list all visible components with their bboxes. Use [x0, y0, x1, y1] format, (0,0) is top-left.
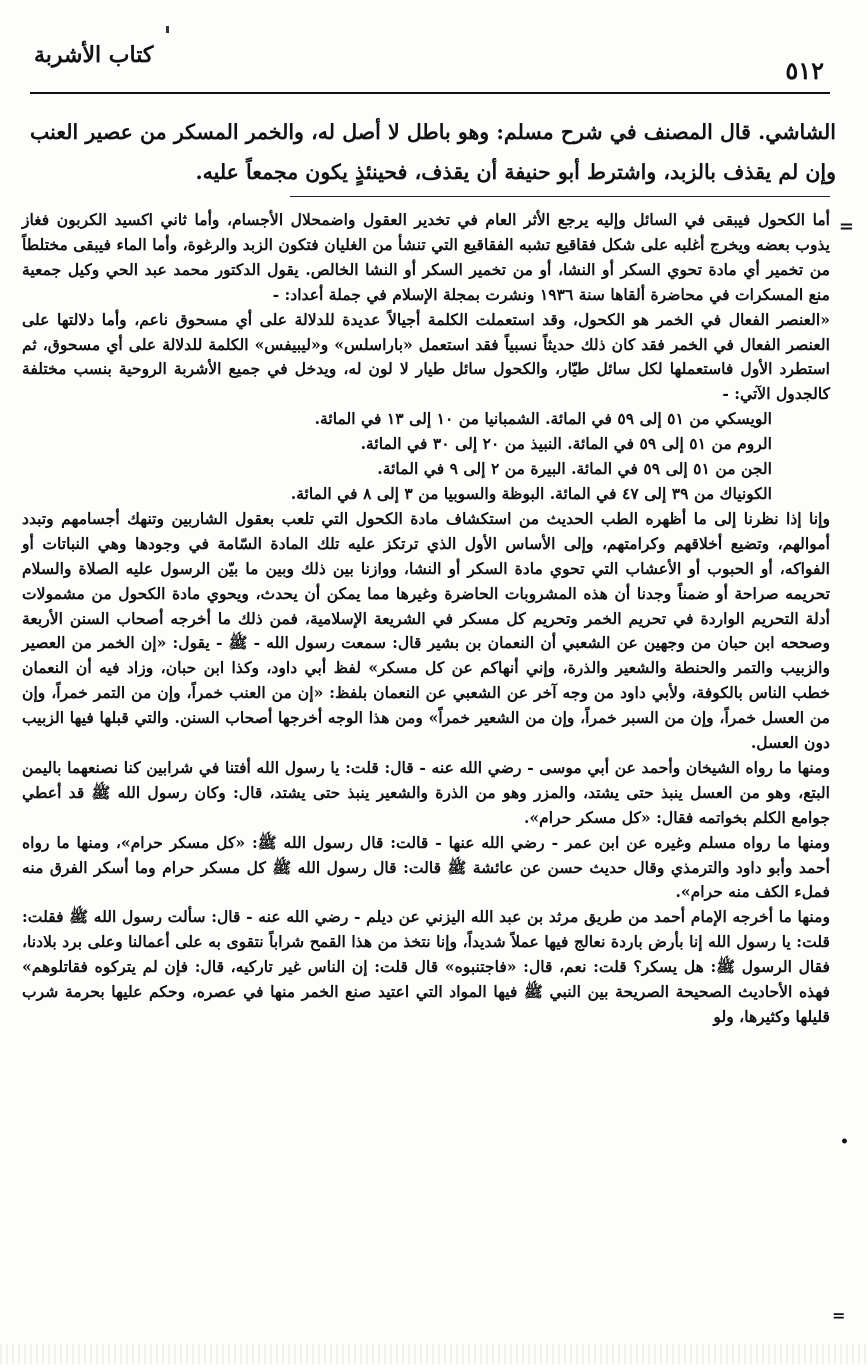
footnote-paragraph-3: وإنا إذا نظرنا إلى ما أظهره الطب الحديث من استكشاف مادة الكحول التي تلعب بعقول الشاربين وتنهك أجسامهم وتبدد أموالهم، وتضيع أخلاقهم وكرامتهم، وإلى الأساس الأول الذي ترتكز عليه تلك المادة السّامة في وجودها وهي النباتات أو الفواكه، أو الحبوب أو الأعشاب التي تحوي مادة السكر أو النشا، ووازنا بين ذلك وبين ما بيّن الرسول عليه الصلاة والسلام تحريمه صراحة أو ضمناً وجدنا أن هذه المشروبات الحاضرة وغيرها مما يمكن أن يحدث، ويحوي مادة الكحول من مشمولات أدلة التحريم الواردة في تحريم الخمر وتحريم كل مسكر في الشريعة الإسلامية، فمن ذلك ما أخرجه أصحاب السنن الأربعة وصححه ابن حبان من وجهين عن الشعبي أن النعمان بن بشير قال: سمعت رسول الله - ﷺ - يقول: «إن الخمر من العصير والزبيب والتمر والحنطة والشعير والذرة، وإني أنهاكم عن كل مسكر» لفظ أبي داود، وكذا ابن حبان، وزاد فيه أن النعمان خطب الناس بالكوفة، ولأبي داود من وجه آخر عن الشعبي عن النعمان بلفظ: «إن من العنب خمراً، وإن من التمر خمراً، وإن من العسل خمراً، وإن من السبر خمراً، وإن من الشعير خمراً» ومن هذا الوجه أخرجها أصحاب السنن. والتي قبلها فيها الزبيب دون العسل. — [22, 508, 830, 753]
margin-speck: • — [840, 1134, 849, 1150]
footnote-paragraph-5: ومنها ما رواه مسلم وغيره عن ابن عمر - رضي الله عنها - قالت: قال رسول الله ﷺ: «كل مسكر حرام»، ومنها ما رواه أحمد وأبو داود والترمذي وقال حديث حسن عن عائشة ﷺ قالت: قال رسول الله ﷺ كل مسكر حرام وما أسكر الفرق منه فملء الكف منه حرام». — [22, 832, 830, 902]
footnote-paragraph-2: «العنصر الفعال في الخمر هو الكحول، وقد استعملت الكلمة أجيالاً عديدة للدلالة على أي مسحوق ناعم، وأما دلالتها على العنصر الفعال في الخمر فقد كان ذلك حديثاً نسبياً فقد استعمل «باراسلس» و«ليبيفس» الكلمة للدلالة على أي مسحوق، ثم استطرد الأول فاستعملها لكل سائل طيّار، والكحول سائل طيار لا لون له، ويدخل في جميع الأشربة الروحية بنسب مختلفة كالجدول الآتي: - — [22, 309, 830, 404]
footnote-block — [22, 208, 830, 1030]
main-paragraph: الشاشي. قال المصنف في شرح مسلم: وهو باطل لا أصل له، والخمر المسكر من عصير العنب وإن لم يقذف بالزبد، واشترط أبو حنيفة أن يقذف، فحينئذٍ يكون مجمعاً عليه. — [30, 120, 836, 184]
scan-speck — [166, 26, 169, 33]
footnote-paragraph-4: ومنها ما رواه الشيخان وأحمد عن أبي موسى - رضي الله عنه - قال: قلت: يا رسول الله أفتنا في شرابين كنا نصنعهما باليمن البتع، وهو من العسل ينبذ حتى يشتد، والمزر وهو من الذرة والشعير ينبذ حتى يشتد، قال: وكان رسول الله ﷺ قد أعطي جوامع الكلم بخواتمه فقال: «كل مسكر حرام». — [22, 757, 830, 827]
footnote-paragraph-1: أما الكحول فيبقى في السائل وإليه يرجع الأثر العام في تخدير العقول واضمحلال الأجسام، وأما ثاني اكسيد الكربون فغاز يذوب بعضه ويخرج أغلبه على شكل فقاقيع تشبه الفقاقيع التي تنشأ من الغليان فتكون الزبد والرغوة، وأما الماء فيبقى مختلطاً من تخمير أي مادة تحوي السكر أو النشا، أو من تخمير السكر أو النشا الخالص. يقول الدكتور محمد عبد الحي وكيل جمعية منع المسكرات في محاضرة ألقاها سنة ١٩٣٦ ونشرت بمجلة الإسلام في جملة أعداد: - — [22, 210, 830, 304]
continuation-mark: = — [832, 1306, 846, 1325]
main-text-block — [30, 112, 836, 192]
alcohol-percentage-table — [22, 407, 830, 507]
stat-row: الجن من ٥١ إلى ٥٩ في المائة. البيرة من ٢ إلى ٩ في المائة. — [377, 459, 772, 479]
footnote-separator — [290, 196, 830, 197]
stat-row: الويسكي من ٥١ إلى ٥٩ في المائة. الشمبانيا من ١٠ إلى ١٣ في المائة. — [314, 409, 772, 429]
footnote-continuation-marker: = — [838, 216, 854, 237]
footnote-paragraph-6: ومنها ما أخرجه الإمام أحمد من طريق مرثد بن عبد الله اليزني عن ديلم - رضي الله عنه - قال: سألت رسول الله ﷺ فقلت: قلت: يا رسول الله إنا بأرض باردة نعالج فيها عملاً شديداً، وإنا نتخذ من هذا القمح شراباً نتقوى به على أعمالنا وعلى برد بلادنا، فقال الرسول ﷺ: هل يسكر؟ قلت: نعم، قال: «فاجتنبوه» قال قلت: إن الناس غير تاركيه، قال: فإن لم يتركوه فقاتلوهم» فهذه الأحاديث الصحيحة الصريحة بين النبي ﷺ فيها المواد التي اعتيد صنع الخمر منها في عصره، وحكم عليها بحرمة شرب قليلها وكثيرها، ولو — [22, 907, 830, 1026]
book-title: كتاب الأشربة — [34, 42, 154, 68]
scan-edge-noise — [0, 1344, 868, 1364]
stat-row: الكونياك من ٣٩ إلى ٤٧ في المائة. البوظة والسوبيا من ٣ إلى ٨ في المائة. — [290, 483, 772, 503]
page-number: ٥١٢ — [785, 56, 824, 85]
page-header — [30, 38, 830, 94]
stat-row: الروم من ٥١ إلى ٥٩ في المائة. النبيذ من ٢٠ إلى ٣٠ في المائة. — [360, 434, 772, 454]
